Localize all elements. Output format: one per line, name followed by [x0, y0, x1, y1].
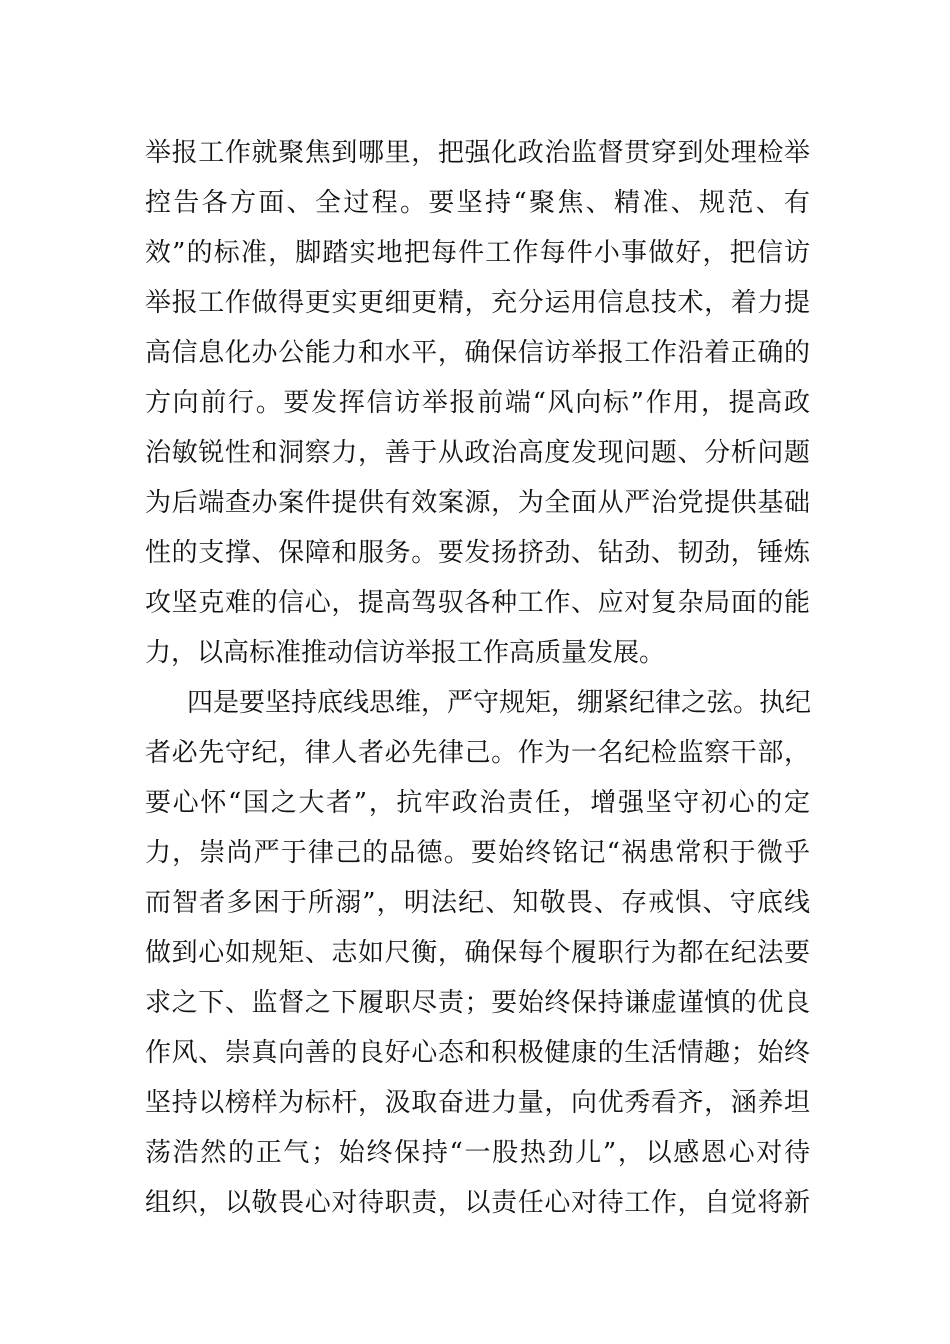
text-line: 而智者多困于所溺”，明法纪、知敬畏、存戒惧、守底线	[145, 888, 810, 918]
text-line: 为后端查办案件提供有效案源，为全面从严治党提供基础	[145, 488, 810, 518]
text-line: 治敏锐性和洞察力，善于从政治高度发现问题、分析问题	[145, 438, 810, 468]
text-line: 攻坚克难的信心，提高驾驭各种工作、应对复杂局面的能	[145, 588, 810, 618]
text-line: 控告各方面、全过程。要坚持“聚焦、精准、规范、有	[145, 188, 810, 218]
document-body	[145, 128, 810, 1228]
text-line: 做到心如规矩、志如尺衡，确保每个履职行为都在纪法要	[145, 938, 810, 968]
text-line: 组织，以敬畏心对待职责，以责任心对待工作，自觉将新	[145, 1188, 810, 1218]
text-line: 四是要坚持底线思维，严守规矩，绷紧纪律之弦。执纪	[187, 688, 812, 718]
text-line: 坚持以榜样为标杆，汲取奋进力量，向优秀看齐，涵养坦	[145, 1088, 810, 1118]
text-line: 举报工作就聚焦到哪里，把强化政治监督贯穿到处理检举	[145, 138, 810, 168]
text-line: 者必先守纪，律人者必先律己。作为一名纪检监察干部，	[145, 738, 810, 768]
text-line: 高信息化办公能力和水平，确保信访举报工作沿着正确的	[145, 338, 810, 368]
text-line: 作风、崇真向善的良好心态和积极健康的生活情趣；始终	[145, 1038, 810, 1068]
text-line: 效”的标准，脚踏实地把每件工作每件小事做好，把信访	[145, 238, 810, 268]
paragraph-2	[145, 678, 810, 1228]
text-line: 力，以高标准推动信访举报工作高质量发展。	[145, 638, 666, 668]
text-line: 力，崇尚严于律己的品德。要始终铭记“祸患常积于微乎	[145, 838, 810, 868]
text-line: 荡浩然的正气；始终保持“一股热劲儿”，以感恩心对待	[145, 1138, 810, 1168]
paragraph-1	[145, 128, 810, 678]
text-line: 性的支撑、保障和服务。要发扬挤劲、钻劲、韧劲，锤炼	[145, 538, 810, 568]
text-line: 求之下、监督之下履职尽责；要始终保持谦虚谨慎的优良	[145, 988, 810, 1018]
text-line: 方向前行。要发挥信访举报前端“风向标”作用，提高政	[145, 388, 810, 418]
text-line: 要心怀“国之大者”，抗牢政治责任，增强坚守初心的定	[145, 788, 810, 818]
text-line: 举报工作做得更实更细更精，充分运用信息技术，着力提	[145, 288, 810, 318]
